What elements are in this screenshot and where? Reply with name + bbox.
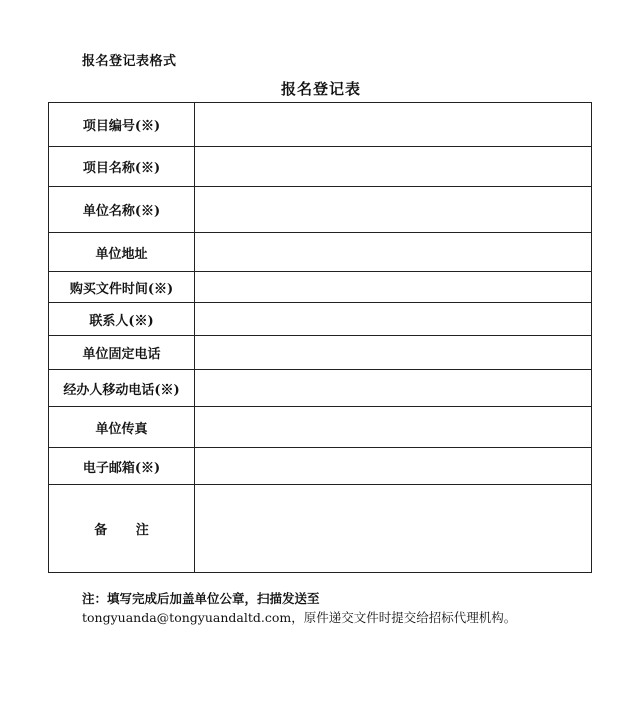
registration-form-table <box>48 102 592 573</box>
table-row <box>49 187 592 233</box>
label-remarks: 备 注 <box>49 485 195 573</box>
table-row <box>49 336 592 370</box>
label-project-name: 项目名称(※) <box>49 147 195 187</box>
note-line-1: 注：填写完成后加盖单位公章，扫描发送至 <box>82 591 320 606</box>
field-fax[interactable] <box>195 407 592 448</box>
table-row <box>49 233 592 272</box>
label-company-address: 单位地址 <box>49 233 195 272</box>
table-row <box>49 147 592 187</box>
table-row <box>49 407 592 448</box>
label-contact-person: 联系人(※) <box>49 303 195 336</box>
field-email[interactable] <box>195 448 592 485</box>
field-landline-phone[interactable] <box>195 336 592 370</box>
field-mobile-phone[interactable] <box>195 370 592 407</box>
table-row <box>49 448 592 485</box>
label-email: 电子邮箱(※) <box>49 448 195 485</box>
label-company-name: 单位名称(※) <box>49 187 195 233</box>
table-row <box>49 272 592 303</box>
label-fax: 单位传真 <box>49 407 195 448</box>
field-remarks[interactable] <box>195 485 592 573</box>
note-line-2: tongyuanda@tongyuandaltd.com，原件递交文件时提交给招标代理机构。 <box>82 610 517 625</box>
field-contact-person[interactable] <box>195 303 592 336</box>
field-project-number[interactable] <box>195 103 592 147</box>
field-purchase-time[interactable] <box>195 272 592 303</box>
table-row <box>49 303 592 336</box>
field-company-address[interactable] <box>195 233 592 272</box>
form-title: 报名登记表 <box>280 80 361 98</box>
submission-note <box>82 589 516 627</box>
field-project-name[interactable] <box>195 147 592 187</box>
table-row <box>49 103 592 147</box>
field-company-name[interactable] <box>195 187 592 233</box>
label-project-number: 项目编号(※) <box>49 103 195 147</box>
table-row <box>49 370 592 407</box>
label-mobile-phone: 经办人移动电话(※) <box>49 370 195 407</box>
label-purchase-time: 购买文件时间(※) <box>49 272 195 303</box>
label-landline-phone: 单位固定电话 <box>49 336 195 370</box>
table-row <box>49 485 592 573</box>
section-heading: 报名登记表格式 <box>82 54 177 69</box>
